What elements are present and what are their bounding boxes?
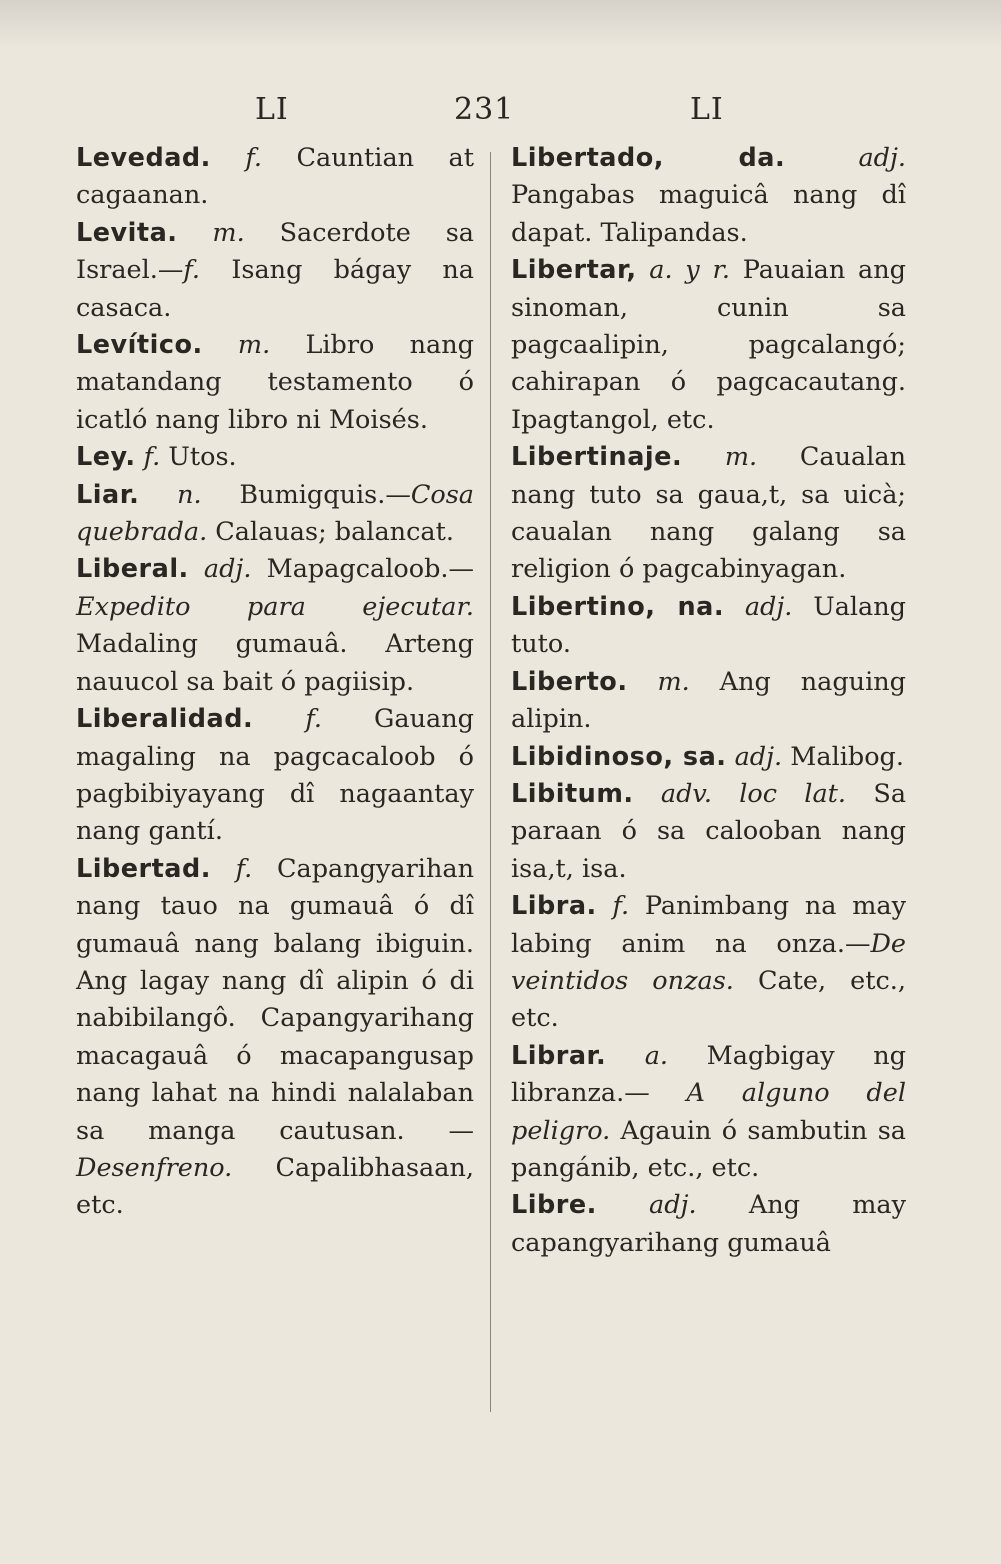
headword: Ley. [76,442,136,473]
grammar-tag: adj. [858,143,906,173]
definition: Sa paraan ó sa calooban nang isa,t, isa. [511,778,907,884]
entry-liberalidad [76,701,474,851]
headword: Librar. [511,1040,607,1071]
definition: Isang bágay na casaca. [76,255,475,323]
definition: Gauang magaling na pagcacaloob ó pagbibiyayang dî nagaantay nang gantí. [76,704,474,847]
headword: Liberal. [76,554,189,585]
grammar-tag: m. [212,217,245,248]
definition: Malibog. [790,741,904,772]
headword: Libra. [511,891,597,922]
definition: Madaling gumauâ. Arteng nauucol sa bait ó pagiisip. [76,629,474,697]
entry-libre [511,1187,906,1262]
grammar-tag: f. [143,442,161,473]
entry-libertar [511,252,906,439]
page-number: 231 [454,92,515,127]
column-divider [490,152,491,1412]
headword: Libertad. [76,853,211,884]
entry-libertinaje [511,439,906,589]
scan-edge-shadow [0,0,1001,48]
grammar-tag: adj. [649,1190,697,1221]
definition: Sacerdote sa Israel.— [76,217,474,286]
entry-levedad [76,140,474,215]
definition: Cauntian at cagaanan. [76,143,474,211]
right-column [511,140,906,1262]
definition: Libro nang matandang testamento ó icatló nang libro ni Moisés. [76,330,474,435]
grammar-tag: f. [245,143,262,173]
grammar-tag: m. [657,666,690,697]
definition: Ang naguing alipin. [511,666,907,735]
definition: Agauin ó sambutin sa pangánib, etc., etc. [511,1115,906,1183]
grammar-tag: a. [644,1040,669,1071]
headword: Levedad. [76,143,211,173]
entry-libra [511,888,906,1038]
grammar-tag: adj. [203,554,252,585]
headword: Liberto. [511,666,628,697]
definition: Pangabas maguicâ nang dî dapat. Talipandas. [511,180,906,248]
definition: Ang may capangyarihang gumauâ [511,1190,907,1258]
grammar-tag: n. [177,479,202,510]
entry-libitum [511,776,906,888]
header-guide-left: LI [255,92,289,127]
definition: Ualang tuto. [511,591,907,660]
grammar-tag: f. [235,853,253,884]
definition: Bumigquis.— [239,479,411,510]
definition: Magbigay ng libranza.— [511,1040,906,1109]
entry-liberto [511,664,906,739]
spanish-phrase: Desenfreno. [76,1152,233,1183]
definition: Mapagcaloob.— [266,554,475,585]
headword: Liar. [76,479,140,510]
grammar-tag: m. [724,442,758,473]
grammar-tag: adv. loc lat. [660,778,847,809]
definition: Capangyarihan nang tauo na gumauâ ó dî gumauâ nang balang ibiguin. Ang lagay nang dî alipin ó di nabibilangô. Capangyarihang macagauâ ó macapangusap nang lahat na hindi nalalaban sa manga cautusan. — [76,853,474,1146]
headword: Levítico. [76,330,203,361]
definition: Cate, etc., etc. [511,965,907,1034]
entry-liar [76,477,474,552]
headword: Libertado, da. [511,143,786,173]
definition: Calauas; balancat. [215,517,454,548]
spanish-phrase: Cosa quebrada. [76,479,474,548]
entry-levitico [76,327,474,439]
headword: Libidinoso, sa. [511,741,727,772]
grammar-tag: adj. [734,741,783,772]
entry-liberal [76,551,474,701]
grammar-tag: m. [237,330,271,361]
entry-ley [76,439,474,476]
spanish-phrase: A alguno del peligro. [511,1078,906,1146]
headword: Levita. [76,217,178,248]
entry-librar [511,1038,906,1188]
entry-levita [76,215,474,327]
header-guide-right: LI [690,92,724,127]
entry-libidinoso [511,739,906,776]
definition: Panimbang na may labing anim na onza.— [511,891,907,959]
headword: Libertar, [511,255,637,286]
grammar-tag: f. [183,255,201,286]
left-column [76,140,474,1225]
definition: Capalibhasaan, etc. [76,1152,474,1221]
definition: Pauaian ang sinoman, cunin sa pagcaalipin, pagcalangó; cahirapan ó pagcacautang. Ipagtangol, etc. [511,255,906,435]
grammar-tag: f. [612,891,630,922]
headword: Libertinaje. [511,442,683,473]
grammar-tag: f. [305,704,322,735]
spanish-phrase: De veintidos onzas. [511,928,906,996]
entry-libertad [76,851,474,1225]
headword: Liberalidad. [76,704,254,735]
entry-libertado [511,140,906,252]
grammar-tag: a. y r. [649,255,730,286]
definition: Utos. [168,442,237,473]
headword: Libitum. [511,778,634,809]
grammar-tag: adj. [744,591,793,622]
headword: Libre. [511,1190,597,1221]
headword: Libertino, na. [511,591,725,622]
entry-libertino [511,589,906,664]
definition: Caualan nang tuto sa gaua,t, sa uicà; caualan nang galang sa religion ó pagcabinyagan. [511,442,906,585]
spanish-phrase: Expedito para ejecutar. [76,591,474,622]
